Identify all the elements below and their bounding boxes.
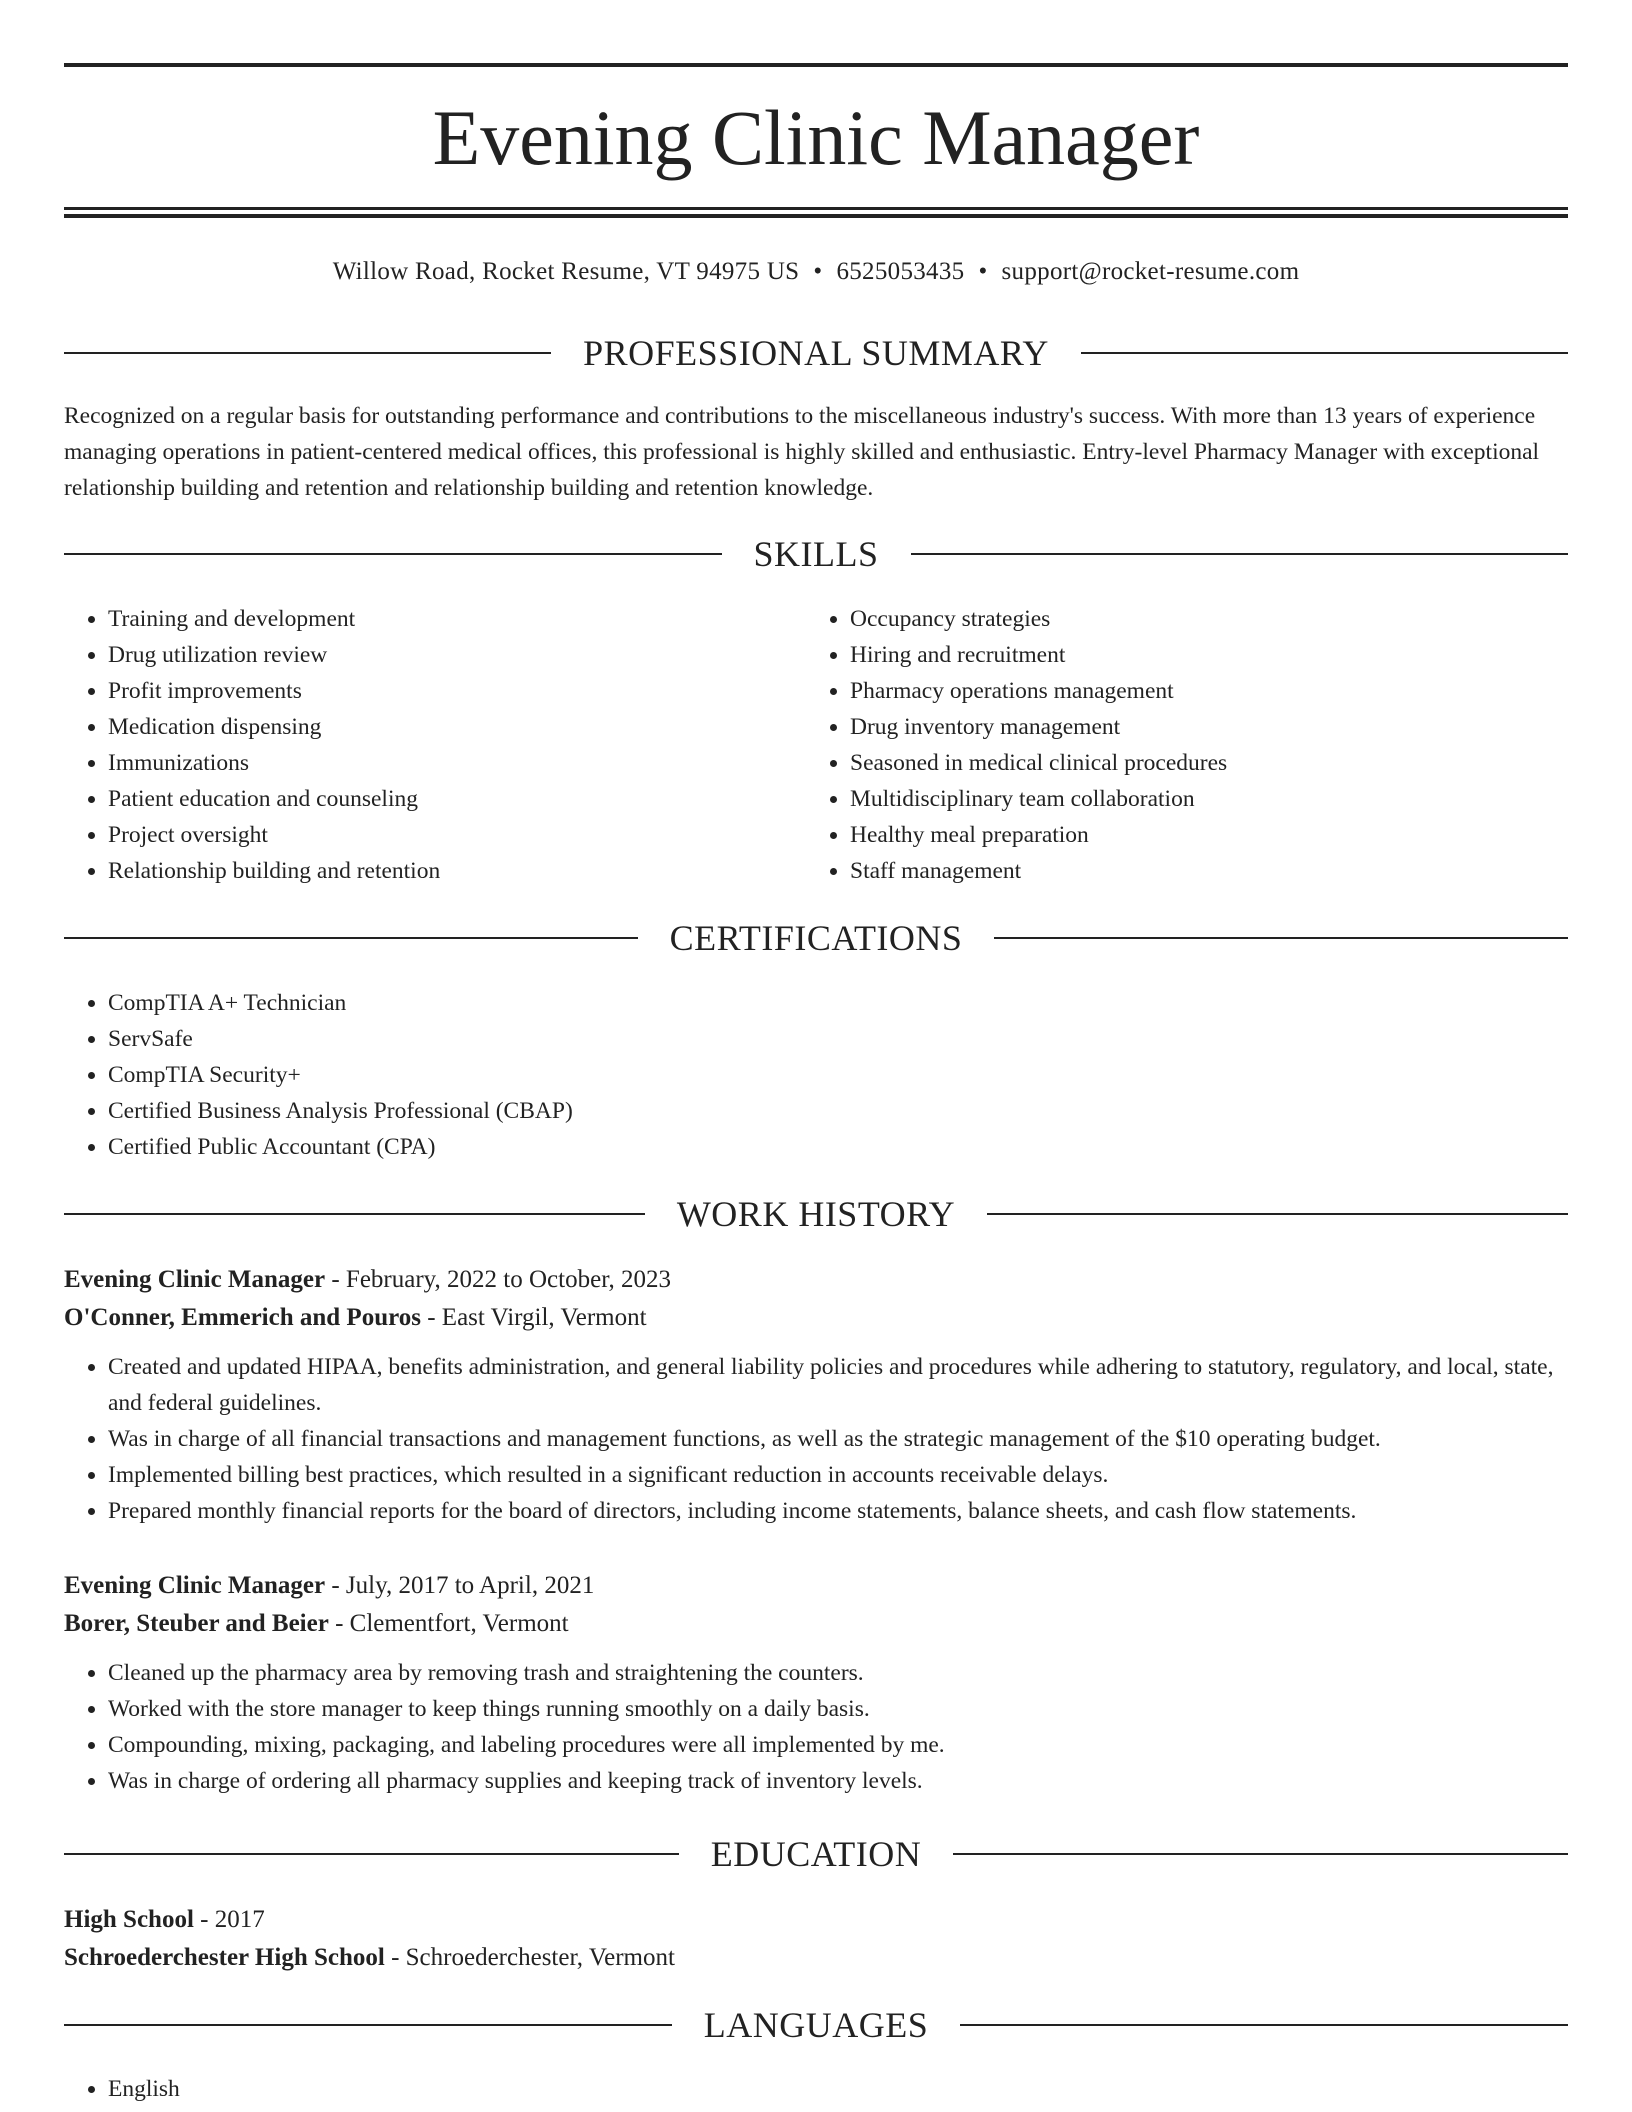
contact-separator: • bbox=[978, 258, 988, 285]
skill-item: • Profit improvements bbox=[108, 673, 848, 709]
education-degree: High School bbox=[64, 1906, 194, 1933]
contact-line bbox=[64, 255, 1568, 289]
skill-item: • Multidisciplinary team collaboration bbox=[850, 781, 1610, 817]
education-location: - Schroederchester, Vermont bbox=[384, 1944, 675, 1971]
job-bullet: • Implemented billing best practices, which resulted in a significant reduction in accounts receivable delays. bbox=[108, 1457, 1568, 1493]
summary-title: PROFESSIONAL SUMMARY bbox=[583, 333, 1049, 373]
heading-rule bbox=[987, 1213, 1568, 1215]
skill-item: • Healthy meal preparation bbox=[850, 817, 1610, 853]
skill-item: • Drug utilization review bbox=[108, 637, 848, 673]
certifications-heading bbox=[64, 918, 1568, 958]
education-entry bbox=[64, 1901, 1568, 1977]
job-dates: - July, 2017 to April, 2021 bbox=[325, 1572, 595, 1599]
job-bullet: • Was in charge of ordering all pharmacy supplies and keeping track of inventory levels. bbox=[108, 1763, 1568, 1799]
skill-item: • Medication dispensing bbox=[108, 709, 848, 745]
education-heading bbox=[64, 1834, 1568, 1874]
skill-item: • Relationship building and retention bbox=[108, 853, 848, 889]
education-year: - 2017 bbox=[193, 1906, 265, 1933]
job-location: - East Virgil, Vermont bbox=[420, 1304, 647, 1331]
certification-item: • ServSafe bbox=[108, 1021, 1612, 1057]
job-bullets bbox=[64, 1349, 1568, 1529]
contact-phone[interactable]: 6525053435 bbox=[836, 258, 965, 285]
job-title: Evening Clinic Manager bbox=[64, 1572, 326, 1599]
work-entry bbox=[64, 1261, 1568, 1529]
job-company: Borer, Steuber and Beier bbox=[64, 1610, 329, 1637]
job-bullet: • Prepared monthly financial reports for the board of directors, including income statements, balance sheets, and cash flow statements. bbox=[108, 1493, 1568, 1529]
languages-heading bbox=[64, 2005, 1568, 2045]
contact-separator: • bbox=[813, 258, 823, 285]
summary-heading bbox=[64, 333, 1568, 373]
certification-item: • CompTIA A+ Technician bbox=[108, 985, 1612, 1021]
education-school-line bbox=[64, 1939, 1568, 1977]
contact-email[interactable]: support@rocket-resume.com bbox=[1001, 258, 1300, 285]
certification-item: • Certified Public Accountant (CPA) bbox=[108, 1129, 1612, 1165]
skill-item: • Training and development bbox=[108, 601, 848, 637]
work-title: WORK HISTORY bbox=[676, 1194, 956, 1234]
certifications-title: CERTIFICATIONS bbox=[669, 918, 963, 958]
heading-rule bbox=[64, 352, 551, 354]
skill-item: • Drug inventory management bbox=[850, 709, 1610, 745]
job-title-line bbox=[64, 1261, 1568, 1299]
job-bullets bbox=[64, 1655, 1568, 1799]
job-title-line bbox=[64, 1567, 1568, 1605]
resume-name: Evening Clinic Manager bbox=[432, 94, 1200, 181]
job-bullet: • Was in charge of all financial transactions and management functions, as well as the strategic management of the $10 operating budget. bbox=[108, 1421, 1568, 1457]
heading-rule bbox=[64, 1853, 679, 1855]
heading-rule bbox=[64, 1213, 645, 1215]
skills-list-left bbox=[64, 601, 848, 889]
summary-text: Recognized on a regular basis for outstanding performance and contributions to the miscellaneous industry's success. With more than 13 years of experience managing operations in patient-centered medical offices, this professional is highly skilled and enthusiastic. Entry-level Pharmacy Manager with exceptional relationship building and retention and relationship building and retention knowledge. bbox=[64, 403, 1540, 501]
heading-rule bbox=[953, 1853, 1568, 1855]
heading-rule bbox=[911, 553, 1569, 555]
skills-heading bbox=[64, 534, 1568, 574]
skills-list-right bbox=[806, 601, 1610, 889]
heading-rule bbox=[1081, 352, 1568, 354]
job-location: - Clementfort, Vermont bbox=[328, 1610, 569, 1637]
heading-rule bbox=[64, 937, 638, 939]
skill-item: • Seasoned in medical clinical procedures bbox=[850, 745, 1610, 781]
languages-list bbox=[64, 2071, 708, 2107]
certifications-list bbox=[64, 985, 1612, 1165]
skills-title: SKILLS bbox=[753, 534, 879, 574]
job-company-line bbox=[64, 1299, 1568, 1337]
skill-item: • Hiring and recruitment bbox=[850, 637, 1610, 673]
job-bullet: • Worked with the store manager to keep things running smoothly on a daily basis. bbox=[108, 1691, 1568, 1727]
job-bullet: • Cleaned up the pharmacy area by removing trash and straightening the counters. bbox=[108, 1655, 1568, 1691]
heading-rule bbox=[994, 937, 1568, 939]
education-degree-line bbox=[64, 1901, 1568, 1939]
job-company-line bbox=[64, 1605, 1568, 1643]
heading-rule bbox=[64, 553, 722, 555]
skill-item: • Occupancy strategies bbox=[850, 601, 1610, 637]
job-company: O'Conner, Emmerich and Pouros bbox=[64, 1304, 421, 1331]
languages-title: LANGUAGES bbox=[703, 2005, 929, 2045]
job-dates: - February, 2022 to October, 2023 bbox=[325, 1266, 672, 1293]
skill-item: • Immunizations bbox=[108, 745, 848, 781]
education-title: EDUCATION bbox=[710, 1834, 922, 1874]
work-heading bbox=[64, 1194, 1568, 1234]
heading-rule bbox=[960, 2024, 1568, 2026]
language-item: • English bbox=[108, 2071, 708, 2107]
heading-rule bbox=[64, 2024, 672, 2026]
job-title: Evening Clinic Manager bbox=[64, 1266, 326, 1293]
skill-item: • Staff management bbox=[850, 853, 1610, 889]
header-double-rule bbox=[64, 207, 1568, 218]
skill-item: • Project oversight bbox=[108, 817, 848, 853]
contact-address: Willow Road, Rocket Resume, VT 94975 US bbox=[332, 258, 800, 285]
job-bullet: • Created and updated HIPAA, benefits administration, and general liability policies and procedures while adhering to statutory, regulatory, and local, state, and federal guidelines. bbox=[108, 1349, 1568, 1421]
skill-item: • Patient education and counseling bbox=[108, 781, 848, 817]
certification-item: • CompTIA Security+ bbox=[108, 1057, 1612, 1093]
job-bullet: • Compounding, mixing, packaging, and labeling procedures were all implemented by me. bbox=[108, 1727, 1568, 1763]
certification-item: • Certified Business Analysis Professional (CBAP) bbox=[108, 1093, 1612, 1129]
work-entry bbox=[64, 1567, 1568, 1799]
education-school: Schroederchester High School bbox=[64, 1944, 385, 1971]
top-rule bbox=[64, 63, 1568, 67]
skill-item: • Pharmacy operations management bbox=[850, 673, 1610, 709]
